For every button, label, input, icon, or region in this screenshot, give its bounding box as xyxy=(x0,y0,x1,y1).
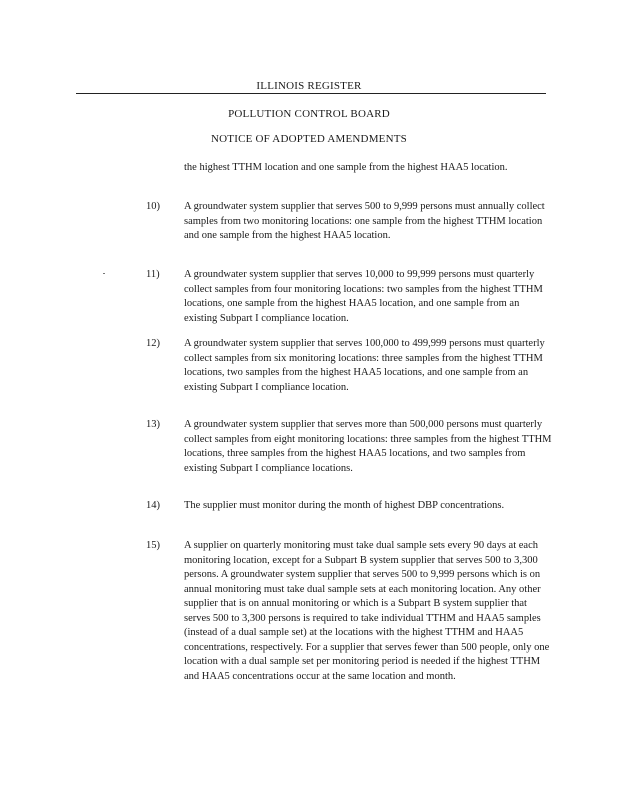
item-number: 13) xyxy=(146,419,160,430)
item-number: 12) xyxy=(146,338,160,349)
notice-title: NOTICE OF ADOPTED AMENDMENTS xyxy=(211,133,407,145)
item-number: 10) xyxy=(146,201,160,212)
item-text: A groundwater system supplier that serves 500 to 9,999 persons must annually collect samples from two monitoring locations: one sample from the highest TTHM location and one sample from the highest HAA5 location. xyxy=(184,201,545,241)
continuation-text: the highest TTHM location and one sample from the highest HAA5 location. xyxy=(184,162,508,173)
item-number: 11) xyxy=(146,269,160,280)
register-title: ILLINOIS REGISTER xyxy=(256,80,362,92)
scan-speck xyxy=(103,273,105,274)
item-text: The supplier must monitor during the month of highest DBP concentrations. xyxy=(184,500,505,511)
item-text: A groundwater system supplier that serves 10,000 to 99,999 persons must quarterly collect samples from four monitoring locations: two samples from the highest TTHM locations, one sample from the highest HAA5 location, and one sample from an existing Subpart I compliance location. xyxy=(184,269,543,324)
item-number: 15) xyxy=(146,540,160,551)
item-number: 14) xyxy=(146,500,160,511)
board-title: POLLUTION CONTROL BOARD xyxy=(228,108,390,120)
header-rule xyxy=(76,93,546,94)
item-text: A groundwater system supplier that serves 100,000 to 499,999 persons must quarterly collect samples from six monitoring locations: three samples from the highest TTHM locations, two samples from the highest HAA5 locations, and one sample from an existing Subpart I compliance location. xyxy=(184,338,545,393)
item-text: A supplier on quarterly monitoring must take dual sample sets every 90 days at each monitoring location, except for a Subpart B system supplier that serves 500 to 3,300 persons. A groundwater system supplier that serves 500 to 9,999 persons which is on annual monitoring must take dual sample sets at each monitoring location. Any other supplier that is on annual monitoring or which is a Subpart B system supplier that serves 500 to 3,300 persons is required to take individual TTHM and HAA5 samples (instead of a dual sample set) at the locations with the highest TTHM and HAA5 concentrations, respectively. For a supplier that serves fewer than 500 people, only one location with a dual sample set per monitoring period is needed if the highest TTHM and HAA5 concentrations occur at the same location and month. xyxy=(184,540,550,682)
item-text: A groundwater system supplier that serves more than 500,000 persons must quarterly collect samples from eight monitoring locations: three samples from the highest TTHM locations, three samples from the highest HAA5 locations, and two samples from existing Subpart I compliance locations. xyxy=(184,419,552,474)
